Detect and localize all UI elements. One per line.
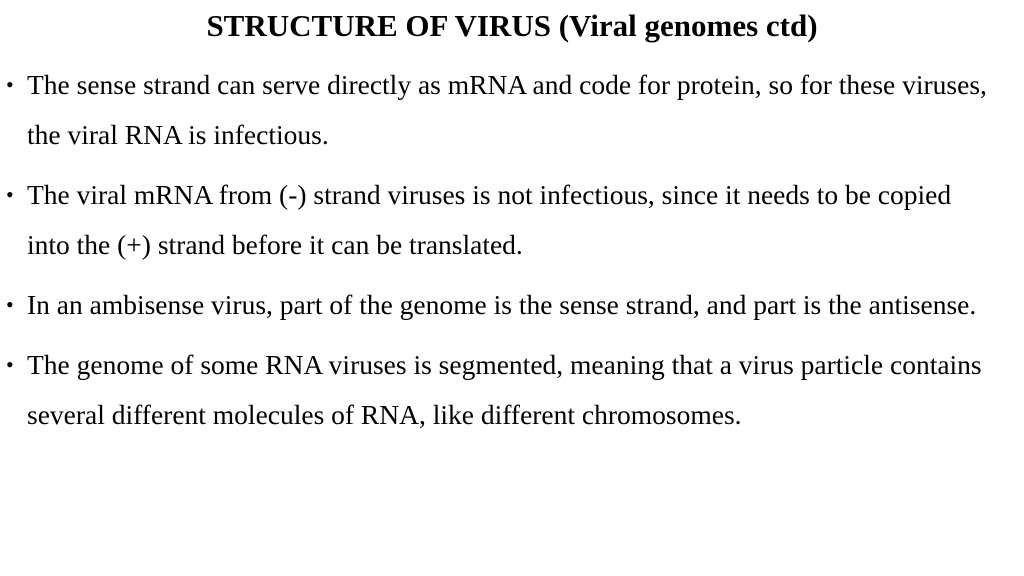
bullet-marker: • xyxy=(6,182,14,207)
bullet-list xyxy=(0,60,1024,450)
bullet-item xyxy=(0,340,1024,440)
bullet-marker: • xyxy=(6,292,14,317)
bullet-text: The sense strand can serve directly as mRNA and code for protein, so for these viruses, the viral RNA is infectious. xyxy=(27,69,987,150)
bullet-item xyxy=(0,170,1024,270)
bullet-marker: • xyxy=(6,352,14,377)
bullet-marker: • xyxy=(6,72,14,97)
bullet-text: The viral mRNA from (-) strand viruses is not infectious, since it needs to be copied into the (+) strand before it can be translated. xyxy=(27,179,952,260)
bullet-text: The genome of some RNA viruses is segmented, meaning that a virus particle contains several different molecules of RNA, like different chromosomes. xyxy=(27,349,982,430)
bullet-text: In an ambisense virus, part of the genome is the sense strand, and part is the antisense. xyxy=(27,289,977,320)
bullet-item xyxy=(0,60,1024,160)
slide-title: STRUCTURE OF VIRUS (Viral genomes ctd) xyxy=(206,8,818,43)
bullet-item xyxy=(0,280,1024,330)
